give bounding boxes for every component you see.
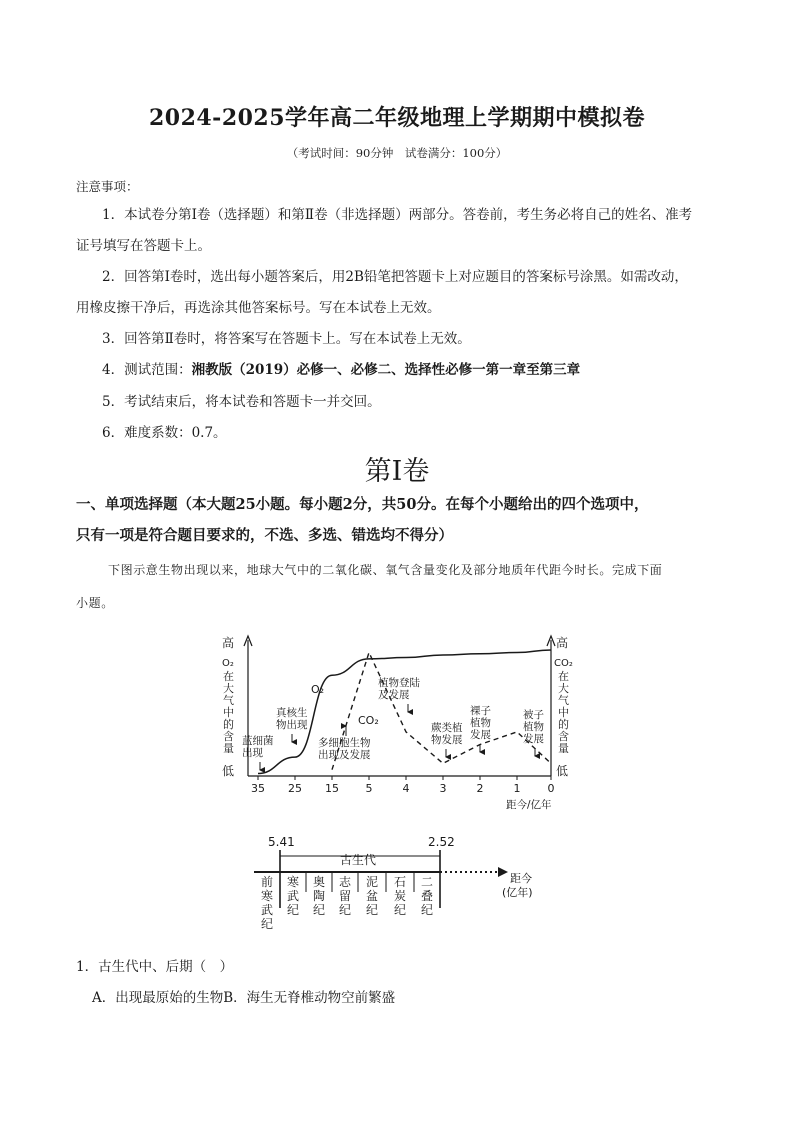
annotation-text: 出现: [242, 747, 263, 759]
period-label-char: 前: [260, 875, 274, 889]
y-right-title-char: 在: [558, 670, 569, 683]
x-tick-label: 1: [513, 782, 521, 795]
x-tick-label: 25: [288, 782, 302, 795]
x-tick-label: 2: [476, 782, 484, 795]
y-left-title-char: 中: [223, 706, 234, 719]
period-label-char: 留: [338, 889, 352, 903]
notice-item-2b: 用橡皮擦干净后，再选涂其他答案标号。写在本试卷上无效。: [76, 300, 441, 316]
y-right-title-chars: [558, 669, 569, 755]
period-cells: [261, 872, 433, 931]
period-label-char: 二: [420, 875, 434, 889]
question-1-option-a: A．出现最原始的生物B．海生无脊椎动物空前繁盛: [92, 990, 396, 1006]
notice-item-4-scope: 湘教版（2019）必修一、必修二、选择性必修一第一章至第三章: [191, 362, 581, 378]
timeline-axis-label: 距今: [510, 872, 532, 885]
exam-title: 2024-2025学年高二年级地理上学期期中模拟卷: [148, 105, 646, 131]
section-title: 第Ⅰ卷: [364, 456, 430, 487]
annotation-text: 植物: [470, 717, 491, 729]
x-axis-unit: 距今/亿年: [506, 799, 552, 811]
x-tick-label: 15: [325, 782, 339, 795]
notice-item-3: 3．回答第Ⅱ卷时，将答案写在答题卡上。写在本试卷上无效。: [102, 331, 471, 347]
y-right-title-char: 中: [558, 706, 569, 719]
period-label-char: 武: [286, 889, 300, 903]
notice-item-4: [102, 360, 580, 380]
period-label-char: 奥: [312, 875, 326, 889]
period-label-char: 盆: [365, 889, 379, 903]
chart-annotations: [242, 676, 544, 770]
y-right-title-char: 气: [558, 694, 569, 707]
x-tick-label: 35: [251, 782, 265, 795]
period-label-char: 石: [393, 875, 407, 889]
y-left-bottom-label: 低: [222, 764, 235, 778]
y-left-title-gas: O₂: [222, 658, 234, 669]
y-left-title-char: 气: [223, 694, 234, 707]
period-label-char: 泥: [365, 875, 379, 889]
y-left-title-char: 的: [223, 718, 234, 731]
intro-line-1: 下图示意生物出现以来，地球大气中的二氧化碳、氧气含量变化及部分地质年代距今时长。完成下面: [108, 563, 663, 577]
y-right-title-char: 大: [558, 682, 569, 695]
y-left-title-char: 含: [223, 730, 234, 743]
annotation-text: 发展: [523, 733, 544, 745]
y-right-title-gas: CO₂: [554, 658, 573, 669]
y-left-top-label: 高: [222, 636, 235, 650]
part-heading-line-1: 一、单项选择题（本大题25小题。每小题2分，共50分。在每个小题给出的四个选项中，: [76, 496, 649, 513]
period-label-char: 志: [338, 875, 352, 889]
x-ticks: [251, 776, 555, 795]
y-left-title-char: 量: [223, 742, 234, 755]
period-label-char: 纪: [286, 903, 300, 917]
period-label-char: 武: [260, 903, 274, 917]
period-label-char: 叠: [420, 889, 434, 903]
era-label: 古生代: [340, 853, 377, 867]
annotation-text: 发展: [470, 729, 491, 741]
x-tick-label: 5: [365, 782, 373, 795]
annotation-text: 物发展: [431, 734, 463, 746]
y-left-title-chars: [223, 669, 234, 755]
geologic-timeline: [248, 830, 558, 940]
notice-item-1a: 1．本试卷分第Ⅰ卷（选择题）和第Ⅱ卷（非选择题）两部分。答卷前，考生务必将自己的姓名、准考: [102, 207, 693, 223]
y-right-title-char: 量: [558, 742, 569, 755]
timeline-start-value: 5.41: [268, 835, 295, 849]
period-label-char: 寒: [286, 875, 300, 889]
annotation-text: 被子: [523, 709, 544, 721]
annotation-text: 出现及发展: [318, 749, 371, 761]
notice-item-1b: 证号填写在答题卡上。: [76, 238, 211, 254]
x-tick-label: 0: [547, 782, 555, 795]
annotation-text: 真核生: [276, 707, 308, 719]
period-label-char: 纪: [312, 903, 326, 917]
annotation-text: 及发展: [378, 689, 410, 701]
timeline-axis-unit: (亿年): [502, 886, 533, 899]
period-label-char: 纪: [393, 903, 407, 917]
notice-item-6: 6．难度系数：0.7。: [102, 425, 227, 441]
period-label-char: 炭: [393, 889, 407, 903]
annotation-text: 植物登陆: [378, 677, 420, 689]
y-right-top-label: 高: [556, 636, 569, 650]
y-right-title-char: 含: [558, 730, 569, 743]
x-tick-label: 3: [439, 782, 447, 795]
o2-co2-chart: [208, 628, 588, 818]
y-left-title-char: 大: [223, 682, 234, 695]
period-label-char: 纪: [420, 903, 434, 917]
annotation-text: 蕨类植: [431, 722, 463, 734]
notice-item-2a: 2．回答第Ⅰ卷时，选出每小题答案后，用2B铅笔把答题卡上对应题目的答案标号涂黑。如需改动，: [102, 269, 688, 285]
x-tick-label: 4: [402, 782, 410, 795]
notice-item-4-prefix: 4．测试范围：: [102, 362, 192, 378]
period-label-char: 纪: [338, 903, 352, 917]
annotation-text: 蓝细菌: [242, 735, 274, 747]
notice-item-5: 5．考试结束后，将本试卷和答题卡一并交回。: [102, 394, 381, 410]
y-left-title-char: 在: [223, 670, 234, 683]
exam-subtitle: （考试时间：90分钟 试卷满分：100分）: [286, 146, 508, 160]
annotation-text: 裸子: [470, 705, 491, 717]
y-right-title-char: 的: [558, 718, 569, 731]
question-1-stem: 1．古生代中、后期（ ）: [76, 959, 234, 975]
period-label-char: 纪: [260, 917, 274, 931]
notice-heading: 注意事项：: [76, 179, 139, 194]
annotation-text: 多细胞生物: [318, 737, 371, 749]
annotation-text: 植物: [523, 721, 544, 733]
intro-line-2: 小题。: [76, 596, 114, 610]
timeline-arrow-icon: [498, 867, 508, 877]
period-label-char: 寒: [260, 889, 274, 903]
period-label-char: 陶: [312, 889, 326, 903]
y-right-bottom-label: 低: [556, 764, 569, 778]
annotation-text: 物出现: [276, 719, 308, 731]
period-label-char: 纪: [365, 903, 379, 917]
series-co2-label: CO₂: [358, 714, 379, 727]
part-heading-line-2: 只有一项是符合题目要求的，不选、多选、错选均不得分）: [76, 527, 453, 544]
series-o2-label: O₂: [311, 683, 325, 696]
timeline-end-value: 2.52: [428, 835, 455, 849]
